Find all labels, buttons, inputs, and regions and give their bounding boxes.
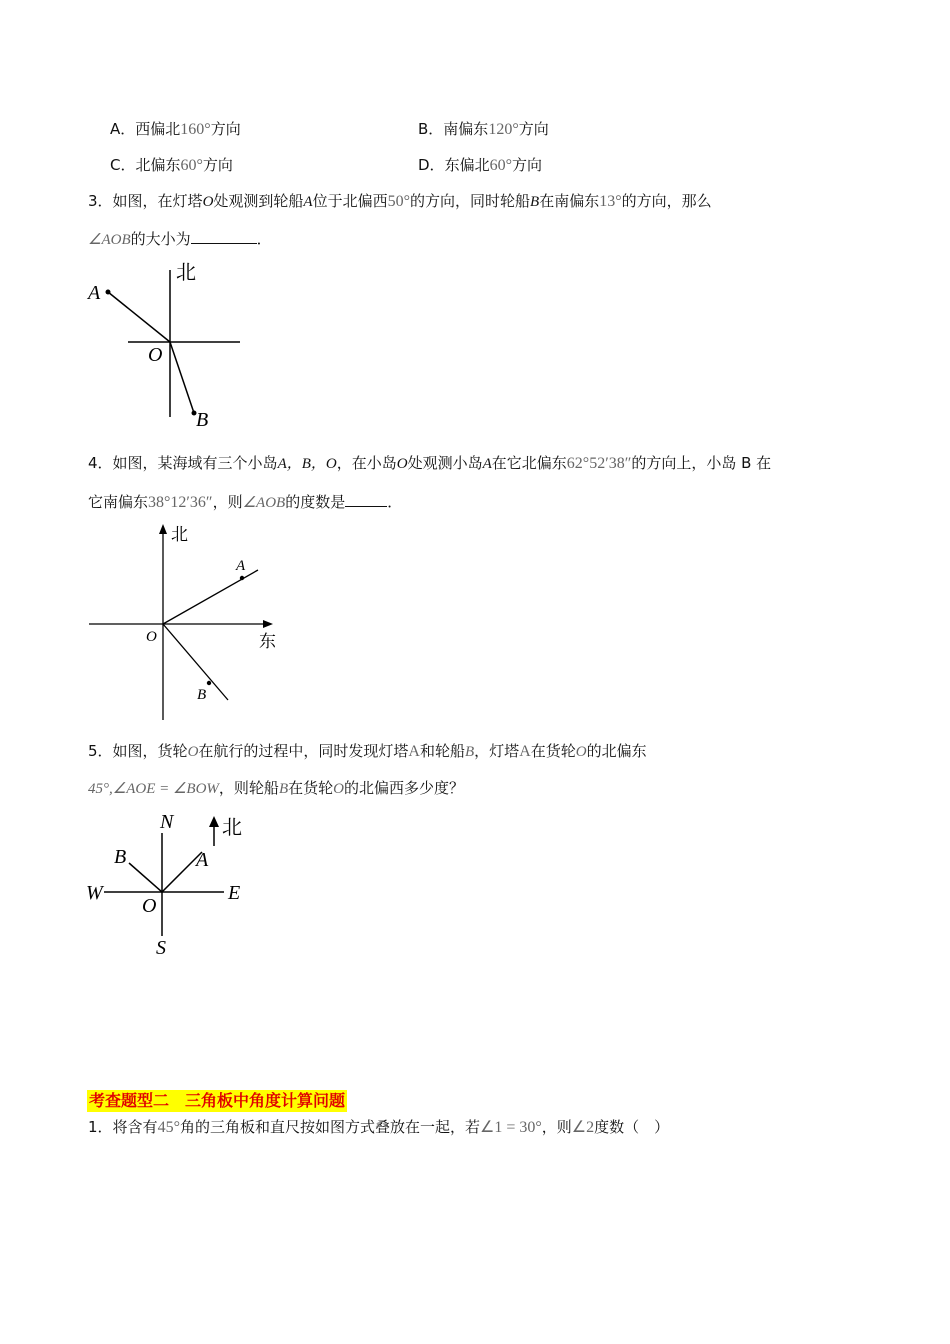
label-n: N [160,811,174,833]
ray-ob [129,863,162,892]
point-a [106,290,111,295]
q5-line2: 45°,∠AOE = ∠BOW，则轮船B在货轮O的北偏西多少度？ [88,779,464,797]
label-o: O [148,344,163,366]
label-o: O [142,895,157,917]
north-arrow [209,816,219,827]
north-arrow [159,524,167,534]
ray-oa [108,292,170,342]
option-a: A．西偏北160°方向 [110,120,241,138]
q3-line2: ∠AOB的大小为 ． [88,230,272,248]
section-title: 考查题型二 三角板中角度计算问题 [89,1091,346,1110]
label-north: 北 [222,815,242,839]
label-b: B [114,846,127,868]
label-s: S [156,937,166,959]
east-arrow [263,620,273,628]
label-w: W [86,882,103,904]
q4-line2: 它南偏东38°12′36″，则∠AOB的度数是 ． [88,493,403,511]
label-north: 北 [176,260,196,284]
label-a: A [196,849,209,871]
answer-blank[interactable] [345,494,387,507]
label-east: 东 [259,632,276,652]
q5-figure [84,808,259,958]
label-a: A [236,558,246,574]
label-b: B [197,687,207,703]
label-e: E [228,882,241,904]
q4-figure [85,520,285,720]
answer-blank[interactable] [191,231,257,244]
label-b: B [196,409,209,431]
ray-ob [170,342,194,413]
option-d: D．东偏北60°方向 [418,156,542,174]
ray-ob [163,624,228,700]
q4-line1: 4．如图，某海域有三个小岛A，B，O，在小岛O处观测小岛A在它北偏东62°52′38″的方向上，小岛 B 在 [88,454,772,472]
option-b: B．南偏东120°方向 [418,120,549,138]
point-b [207,681,211,685]
option-c: C．北偏东60°方向 [110,156,233,174]
s2-q1: 1．将含有45°角的三角板和直尺按如图方式叠放在一起，若∠1 = 30°，则∠2度数（ ） [88,1118,670,1136]
q3-line1: 3．如图，在灯塔O处观测到轮船A位于北偏西50°的方向，同时轮船B在南偏东13°的方向，那么 [88,192,712,210]
label-north: 北 [171,525,188,545]
q5-line1: 5．如图，货轮O在航行的过程中，同时发现灯塔A和轮船B，灯塔A在货轮O的北偏东 [88,742,647,760]
label-a: A [88,282,101,304]
point-a [240,576,244,580]
label-o: O [146,629,157,645]
q3-figure [80,255,250,430]
